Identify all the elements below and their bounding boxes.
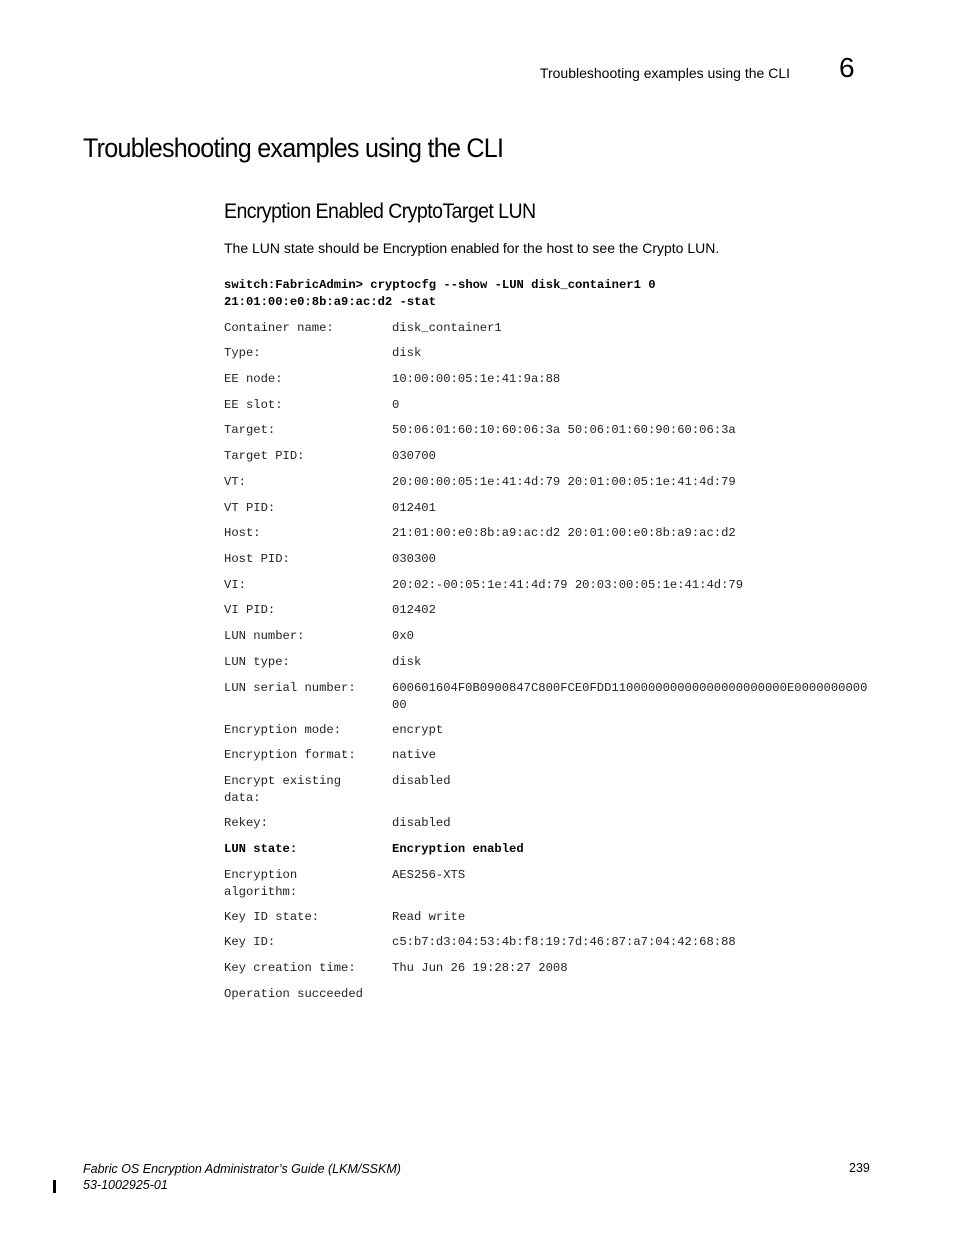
output-value: Read write xyxy=(392,910,466,924)
output-key: Rekey: xyxy=(224,816,268,830)
output-value: 012402 xyxy=(392,603,436,617)
output-value: Thu Jun 26 19:28:27 2008 xyxy=(392,961,568,975)
output-key: Encryption algorithm: xyxy=(224,868,305,899)
section-title: Troubleshooting examples using the CLI xyxy=(83,133,504,163)
output-value: AES256-XTS xyxy=(392,868,466,882)
output-value: 012401 xyxy=(392,501,436,515)
running-header-title: Troubleshooting examples using the CLI xyxy=(539,65,790,81)
output-value: encrypt xyxy=(392,723,444,737)
output-value: disabled xyxy=(392,774,451,788)
output-value: 10:00:00:05:1e:41:9a:88 xyxy=(392,372,561,386)
output-value: 0x0 xyxy=(392,629,414,643)
output-key: EE slot: xyxy=(224,398,283,412)
output-key: Key ID state: xyxy=(224,910,320,924)
page-number: 239 xyxy=(849,1161,870,1175)
output-value: Encryption enabled xyxy=(392,842,524,856)
output-key: Key creation time: xyxy=(224,961,356,975)
cli-command-line-1: switch:FabricAdmin> cryptocfg --show -LUN disk_container1 0 xyxy=(224,278,656,292)
output-key: Target PID: xyxy=(224,449,305,463)
chapter-number: 6 xyxy=(839,52,855,83)
footer-document-number: 53-1002925-01 xyxy=(83,1178,168,1192)
subsection-title: Encryption Enabled CryptoTarget LUN xyxy=(224,200,536,223)
output-key: LUN state: xyxy=(224,842,298,856)
output-key: Target: xyxy=(224,423,276,437)
output-value: 030300 xyxy=(392,552,436,566)
output-value: disk xyxy=(392,346,422,360)
output-value: 0 xyxy=(392,398,400,412)
output-value: 21:01:00:e0:8b:a9:ac:d2 20:01:00:e0:8b:a9:ac:d2 xyxy=(392,526,736,540)
output-key: Container name: xyxy=(224,321,334,335)
output-key: Host PID: xyxy=(224,552,290,566)
output-key: Encryption mode: xyxy=(224,723,342,737)
output-value: 50:06:01:60:10:60:06:3a 50:06:01:60:90:60:06:3a xyxy=(392,423,736,437)
output-key: Type: xyxy=(224,346,261,360)
footer-document-title: Fabric OS Encryption Administrator’s Guide (LKM/SSKM) xyxy=(83,1162,401,1176)
output-value: 600601604F0B0900847C800FCE0FDD110000000000000000000000E000000000000 xyxy=(392,681,868,712)
output-key: LUN type: xyxy=(224,655,290,669)
output-key: Key ID: xyxy=(224,935,276,949)
output-value: c5:b7:d3:04:53:4b:f8:19:7d:46:87:a7:04:42:68:88 xyxy=(392,935,736,949)
cli-command xyxy=(224,277,656,311)
intro-text-after: for the host to see the Crypto LUN. xyxy=(499,240,720,256)
output-key: EE node: xyxy=(224,372,283,386)
output-key: VT: xyxy=(224,475,246,489)
output-status: Operation succeeded xyxy=(224,987,363,1001)
output-key: VT PID: xyxy=(224,501,276,515)
output-value: native xyxy=(392,748,436,762)
footer xyxy=(83,1161,401,1193)
output-key: LUN serial number: xyxy=(224,681,356,695)
output-value: disk_container1 xyxy=(392,321,502,335)
intro-paragraph xyxy=(224,240,719,256)
output-key: VI: xyxy=(224,578,246,592)
output-key: Encrypt existing data: xyxy=(224,774,349,805)
output-value: 030700 xyxy=(392,449,436,463)
output-value: 20:02:-00:05:1e:41:4d:79 20:03:00:05:1e:41:4d:79 xyxy=(392,578,744,592)
output-key: Encryption format: xyxy=(224,748,356,762)
output-key: LUN number: xyxy=(224,629,305,643)
output-value: 20:00:00:05:1e:41:4d:79 20:01:00:05:1e:41:4d:79 xyxy=(392,475,736,489)
output-key: VI PID: xyxy=(224,603,276,617)
output-value: disabled xyxy=(392,816,451,830)
intro-text-before: The LUN state should be xyxy=(224,240,383,256)
intro-emphasis: Encryption enabled xyxy=(382,240,500,256)
output-key: Host: xyxy=(224,526,261,540)
output-value: disk xyxy=(392,655,422,669)
cli-command-line-2: 21:01:00:e0:8b:a9:ac:d2 -stat xyxy=(224,295,437,309)
change-bar xyxy=(53,1180,56,1193)
